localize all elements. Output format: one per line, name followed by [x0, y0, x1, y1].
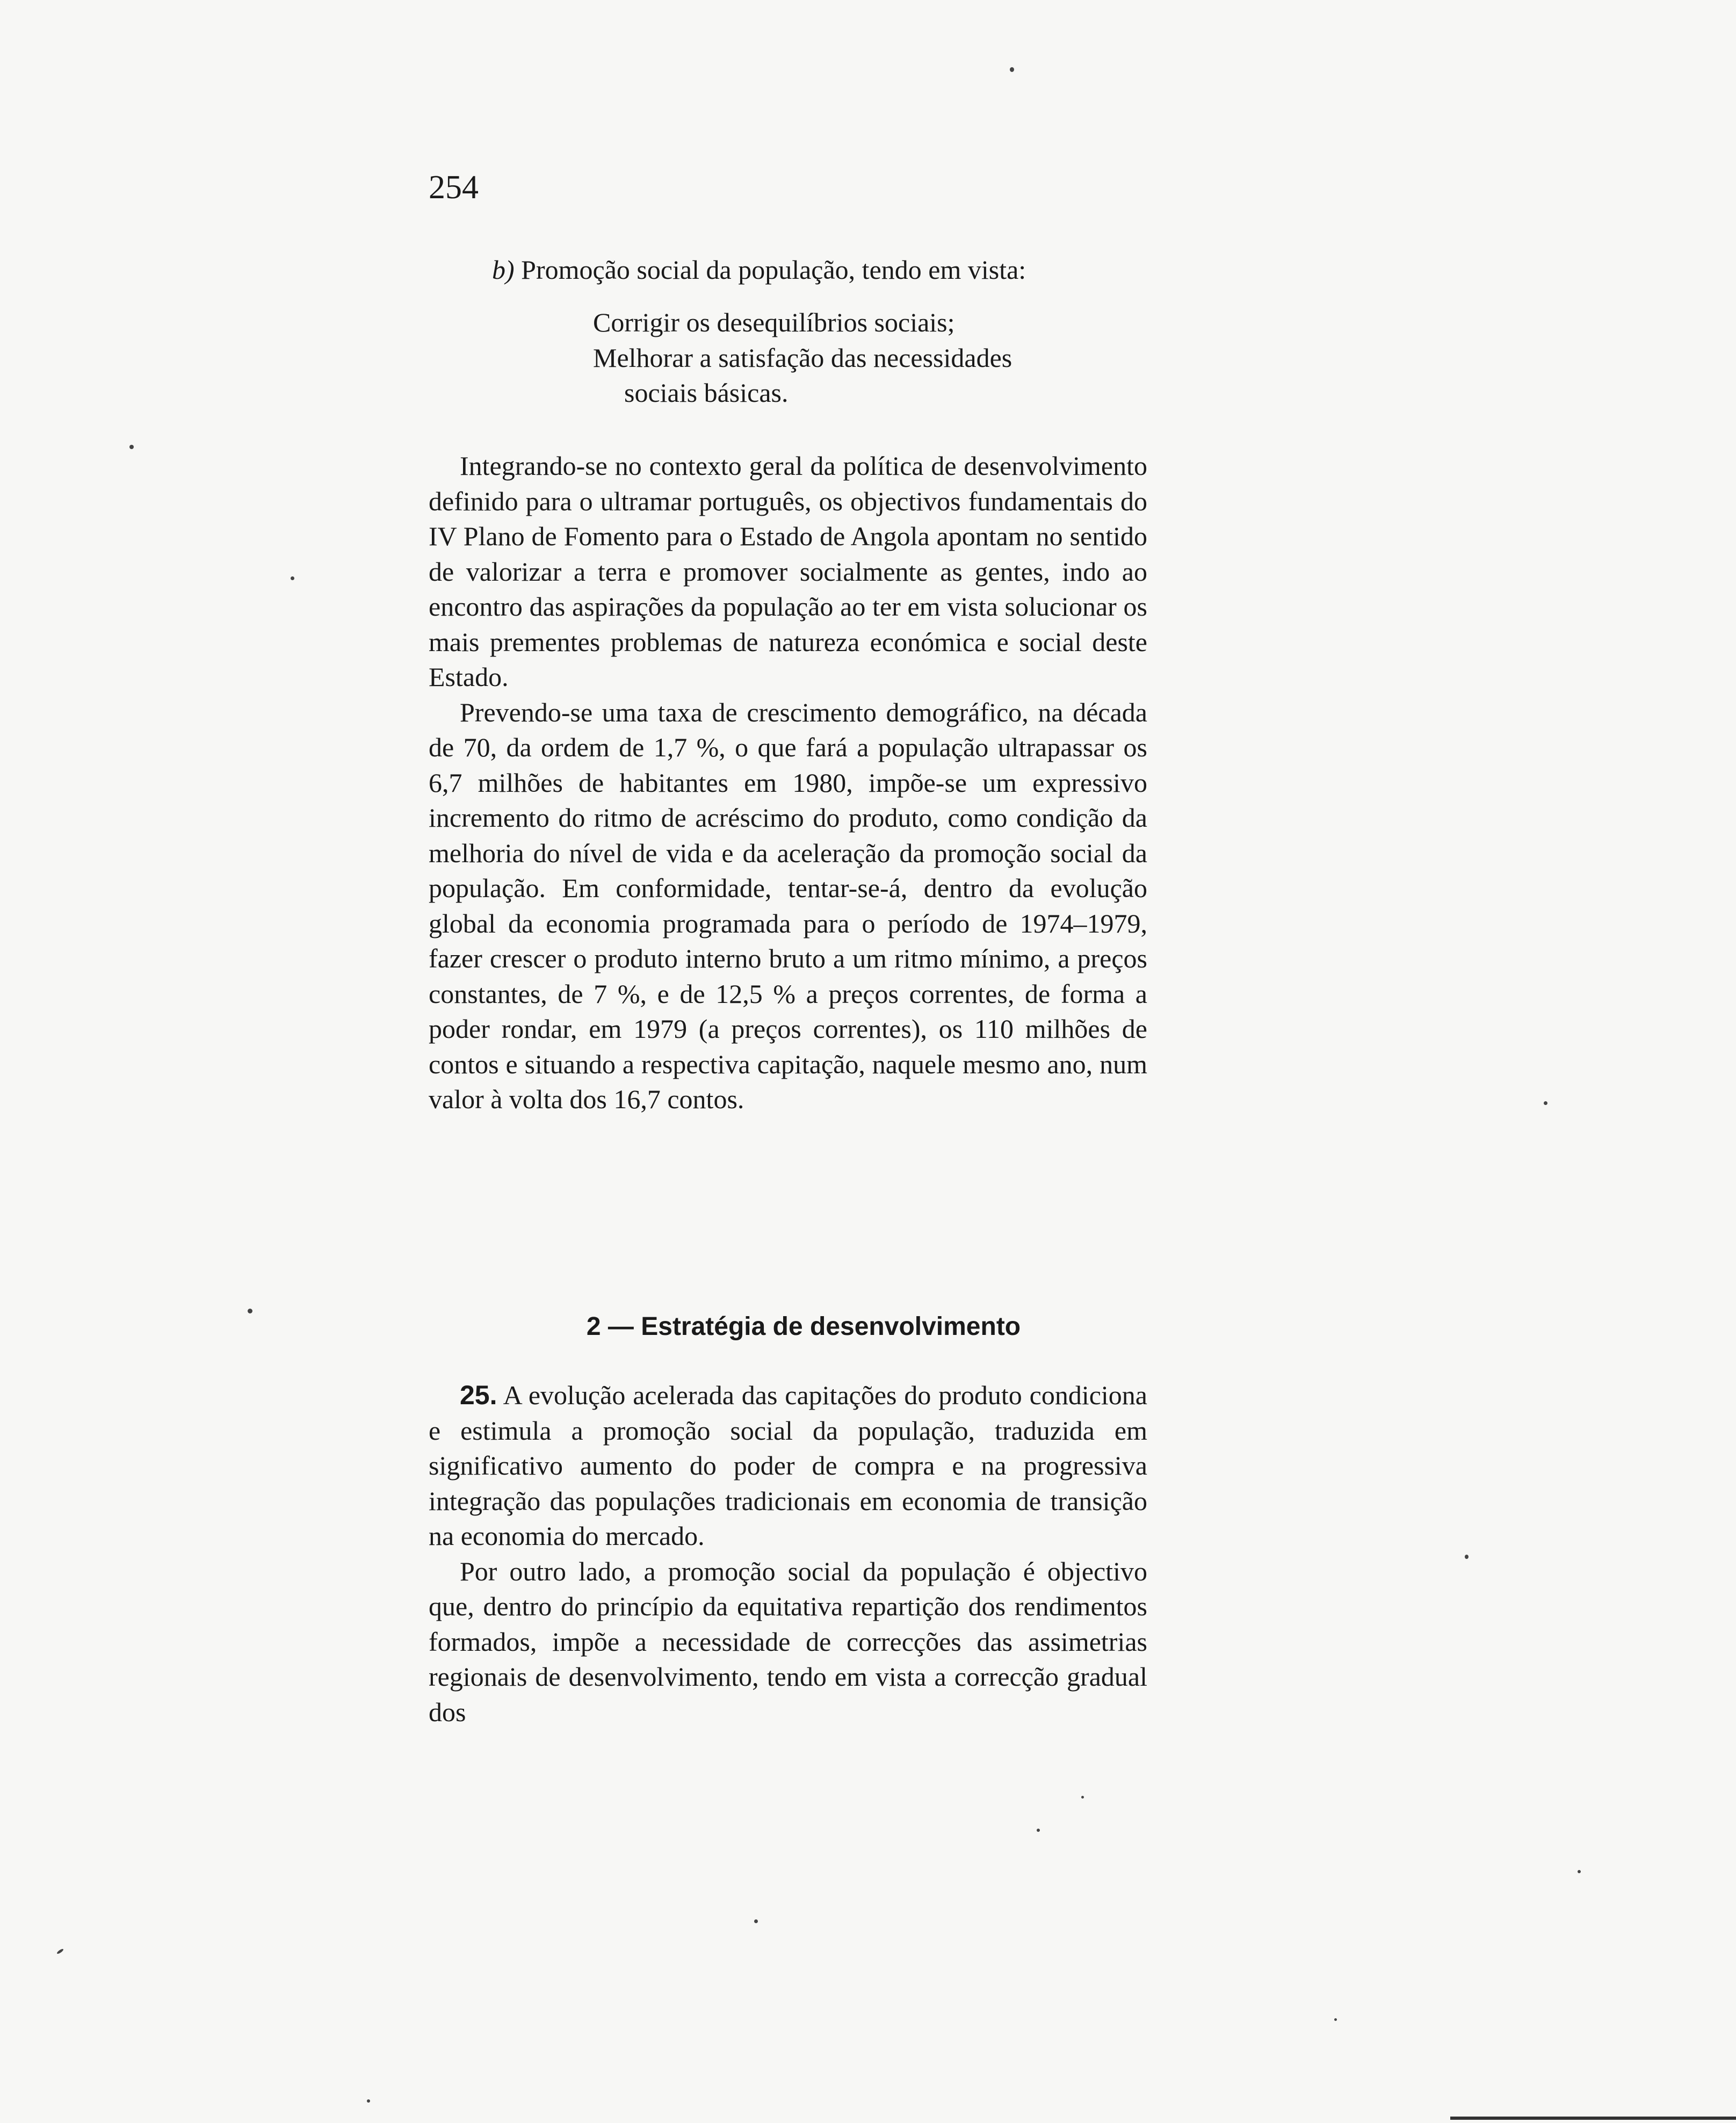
sub-list-item: [593, 341, 1147, 411]
scan-speck: [129, 445, 134, 449]
list-item-letter: b): [492, 255, 515, 285]
paragraph-number: 25.: [460, 1380, 497, 1410]
scan-edge-line: [1450, 2117, 1736, 2120]
scan-speck: [56, 1948, 64, 1954]
paragraph: Prevendo-se uma taxa de crescimento demográfico, na década de 70, da ordem de 1,7 %, o que fará a população ultrapassar os 6,7 milhões de habitantes em 1980, impõe-se um expressivo incremento do ritmo de acréscimo do produto, como condição da melhoria do nível de vida e da aceleração da promoção social da população. Em conformidade, tentar-se-á, dentro da evolução global da economia programada para o período de 1974–1979, fazer crescer o produto interno bruto a um ritmo mínimo, a preços constantes, de 7 %, e de 12,5 % a preços correntes, de forma a poder rondar, em 1979 (a preços correntes), os 110 milhões de contos e situando a respectiva capitação, naquele mesmo ano, num valor à volta dos 16,7 contos.: [429, 697, 1147, 1114]
scan-speck: [1037, 1829, 1040, 1832]
scan-speck: [1010, 67, 1014, 72]
scan-speck: [1465, 1555, 1469, 1559]
paragraph: [429, 1378, 1147, 1554]
paragraph-text: A evolução acelerada das capitações do produto condiciona e estimula a promoção social da população, traduzida em significativo aumento do poder de compra e na progressiva integração das populações tradicionais em economia de transição na economia do mercado.: [429, 1380, 1147, 1551]
scan-speck: [291, 576, 294, 580]
scan-speck: [1334, 2018, 1337, 2021]
paragraph: Por outro lado, a promoção social da população é objectivo que, dentro do princípio da equitativa repartição dos rendimentos formados, impõe a necessidade de correcções das assimetrias regionais de desenvolvimento, tendo em vista a correcção gradual dos: [429, 1556, 1147, 1727]
scan-speck: [1578, 1870, 1581, 1873]
section-heading: 2 — Estratégia de desenvolvimento: [586, 1312, 1021, 1341]
page-number: 254: [429, 169, 479, 206]
scan-speck: [754, 1919, 758, 1923]
sub-list-item-text: Melhorar a satisfação das necessidades: [593, 342, 1012, 373]
sub-list-item-text: Corrigir os desequilíbrios sociais;: [593, 307, 955, 337]
sub-list: [593, 305, 1147, 411]
sub-list-item: [593, 305, 1147, 341]
body-section-strategy: [429, 1378, 1147, 1730]
list-item-b: [429, 252, 1211, 288]
scan-speck: [1544, 1101, 1547, 1105]
sub-list-item-continuation: sociais básicas.: [624, 378, 789, 408]
body-section-objectives: [429, 449, 1147, 1117]
list-item-text: Promoção social da população, tendo em vista:: [521, 255, 1026, 285]
scan-speck: [1081, 1796, 1084, 1799]
scan-speck: [367, 2099, 370, 2103]
paragraph: Integrando-se no contexto geral da política de desenvolvimento definido para o ultramar português, os objectivos fundamentais do IV Plano de Fomento para o Estado de Angola apontam no sentido de valorizar a terra e promover socialmente as gentes, indo ao encontro das aspirações da população ao ter em vista solucionar os mais prementes problemas de natureza económica e social deste Estado.: [429, 451, 1147, 692]
scan-speck: [248, 1309, 252, 1313]
